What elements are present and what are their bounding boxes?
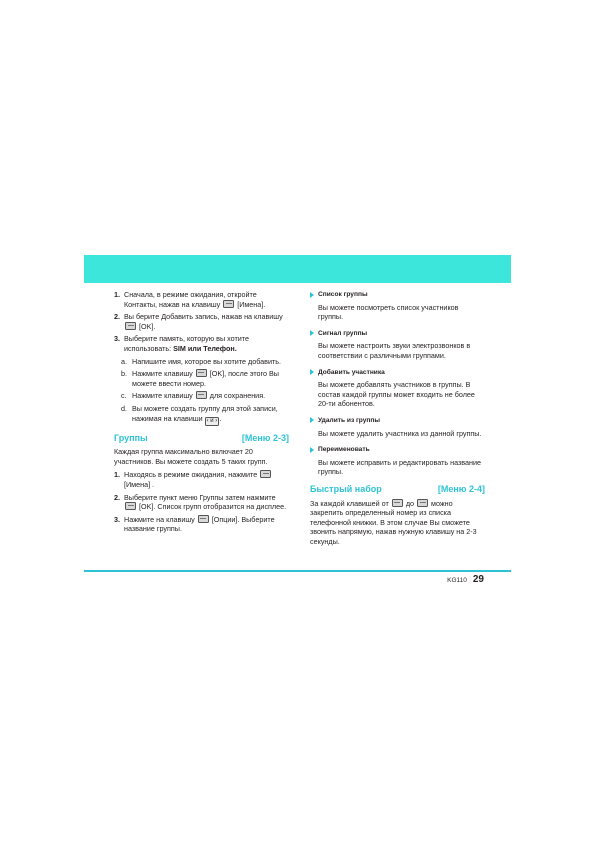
step-text: [OK]. Список групп отобразится на дисплее.	[139, 502, 287, 512]
section-intro: Каждая группа максимально включает 20 участников. Вы можете создать 5 таких групп.	[114, 447, 268, 466]
number-key-icon	[392, 499, 403, 507]
ok-key-icon	[196, 391, 207, 399]
bullet-arrow-icon	[310, 292, 314, 298]
step-text: Выберите пункт меню Группы затем нажмите	[124, 492, 276, 502]
menu-reference: [Меню 2-4]	[437, 483, 485, 494]
softkey-icon	[223, 300, 234, 308]
navigation-keys-icon: ‹ и ›	[206, 417, 218, 424]
step-text: Выберите память, которую вы хотите использовать:	[124, 334, 249, 353]
substep-text: Напишите имя, которое вы хотите добавить.	[132, 356, 282, 366]
section-heading	[310, 485, 485, 495]
ok-key-icon	[125, 502, 136, 510]
list-item	[114, 334, 289, 353]
step-text: Нажмите на клавишу	[124, 514, 195, 524]
list-item	[114, 515, 289, 534]
page-footer	[447, 574, 484, 585]
option-description: Вы можете настроить звуки электрозвонков в соответствии с различными группами.	[318, 341, 471, 360]
section-title: Группы	[114, 432, 148, 443]
step-text: Находясь в режиме ожидания, нажмите	[124, 470, 258, 480]
model-name: KG110	[447, 577, 467, 584]
substep-letter: b.	[121, 369, 127, 379]
option-title: Сигнал группы	[318, 329, 368, 337]
option-heading	[310, 445, 485, 455]
list-item	[114, 369, 289, 388]
substep-letter: a.	[121, 356, 127, 366]
substep-text: Нажмите клавишу	[132, 369, 193, 379]
step-number: 3.	[114, 334, 120, 344]
list-item	[114, 391, 289, 401]
list-item	[114, 470, 289, 489]
right-column	[310, 290, 485, 550]
substep-letter: d.	[121, 403, 127, 413]
option-title: Список группы	[318, 291, 368, 298]
step-number: 2.	[114, 312, 120, 322]
step-text: [Имена].	[237, 299, 266, 309]
option-heading	[310, 416, 485, 426]
step-text: [Опции]. Выберите название группы.	[124, 514, 275, 534]
step-number: 1.	[114, 470, 120, 480]
substep-text: [OK], после этого Вы можете ввести номер.	[132, 369, 279, 388]
bullet-arrow-icon	[310, 369, 314, 375]
option-heading	[310, 290, 485, 300]
section-title: Быстрый набор	[310, 483, 382, 494]
substep-letter: c.	[121, 391, 127, 401]
speed-dial-text: до	[405, 498, 415, 508]
ok-key-icon	[196, 369, 207, 377]
option-heading	[310, 368, 485, 378]
softkey-icon	[198, 515, 209, 523]
option-description: Вы можете исправить и редактировать название группы.	[318, 457, 482, 477]
softkey-icon	[260, 470, 271, 478]
step-text: Вы берите Добавить запись, нажав на клавишу	[124, 312, 283, 322]
left-column	[114, 290, 289, 537]
bullet-arrow-icon	[310, 330, 314, 336]
footer-divider	[84, 570, 511, 572]
step-text: [OK].	[139, 321, 156, 331]
bullet-arrow-icon	[310, 417, 314, 423]
menu-reference: [Меню 2-3]	[241, 432, 289, 443]
step-text: [Имена] .	[124, 479, 155, 489]
substep-text: .	[219, 413, 222, 423]
speed-dial-text: можно закрепить определенный номер из списка телефонной книжки. В этом случае Вы сможете звонить напрямую, нажав нужную клавишу на 2-3 секунды.	[310, 498, 477, 546]
step-text-bold: SIM или Телефон.	[173, 343, 237, 353]
option-description: Вы можете удалить участника из данной группы.	[318, 428, 482, 438]
list-item	[114, 312, 289, 331]
header-band	[84, 255, 511, 283]
list-item	[114, 404, 289, 426]
list-item	[114, 357, 289, 367]
option-title: Удалить из группы	[318, 416, 381, 424]
list-item	[114, 290, 289, 309]
step-number: 3.	[114, 514, 120, 524]
bullet-arrow-icon	[310, 447, 314, 453]
option-title: Добавить участника	[318, 368, 385, 376]
step-text: Сначала, в режиме ожидания, откройте Контакты, нажав на клавишу	[124, 290, 257, 309]
list-item	[114, 493, 289, 512]
step-number: 2.	[114, 492, 120, 502]
section-intro	[310, 499, 485, 547]
option-title: Переименовать	[318, 446, 370, 454]
substep-text: Вы можете создать группу для этой записи, нажимая на клавиши	[132, 403, 278, 423]
section-heading	[114, 434, 289, 444]
speed-dial-text: За каждой клавишей от	[310, 498, 389, 508]
number-key-icon	[417, 499, 428, 507]
option-description: Вы можете добавлять участников в группы. В состав каждой группы может входить не более 20-ти абонентов.	[318, 380, 475, 409]
option-description: Вы можете посмотреть список участников группы.	[318, 302, 459, 322]
ok-key-icon	[125, 322, 136, 330]
option-heading	[310, 329, 485, 339]
substep-text: для сохранения.	[209, 391, 266, 401]
page-number: 29	[472, 574, 484, 585]
substep-text: Нажмите клавишу	[132, 391, 193, 401]
step-number: 1.	[114, 290, 120, 299]
